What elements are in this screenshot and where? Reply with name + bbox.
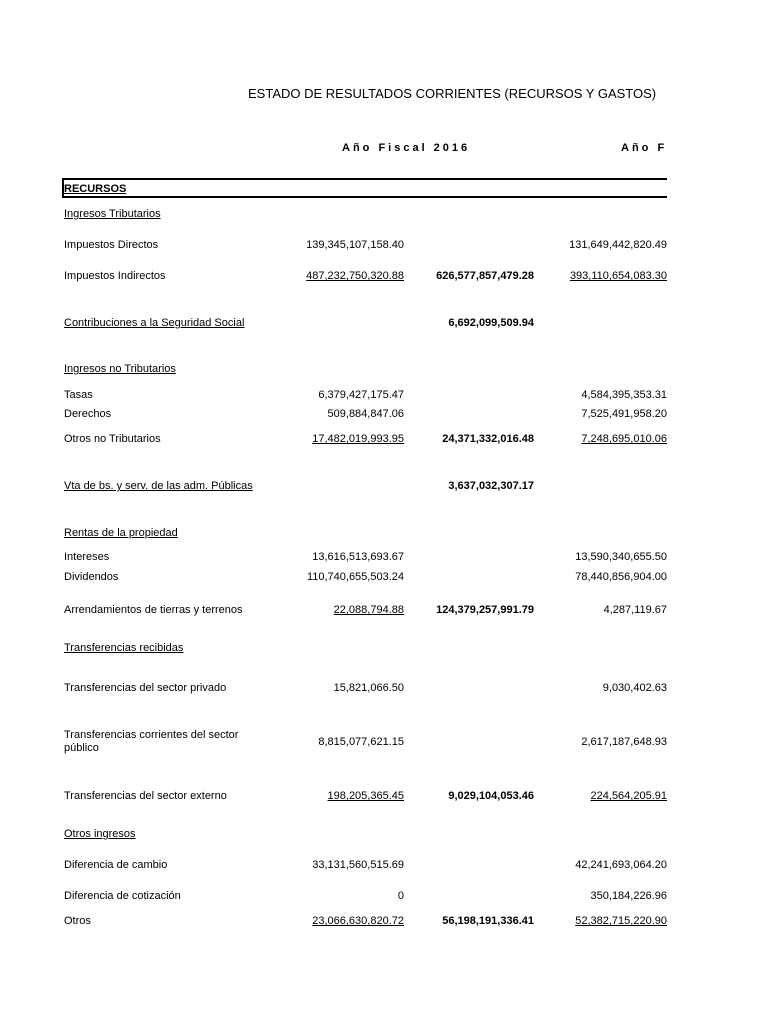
row-label: Diferencia de cambio	[64, 859, 168, 871]
row-label: Dividendos	[64, 571, 119, 583]
group-heading: Transferencias recibidas	[64, 642, 184, 654]
value-next: 42,241,693,064.20	[575, 859, 667, 871]
section-title: RECURSOS	[64, 183, 127, 195]
group-heading: Ingresos Tributarios	[64, 208, 161, 220]
column-header-2016: Año Fiscal 2016	[342, 142, 471, 154]
value-next: 131,649,442,820.49	[569, 239, 667, 251]
value-next: 4,287,119.67	[603, 604, 667, 616]
subtotal-2016: 9,029,104,053.46	[448, 790, 534, 802]
value-next: 7,248,695,010.06	[581, 433, 667, 445]
section-box	[62, 178, 667, 198]
value-2016: 17,482,019,993.95	[312, 433, 404, 445]
row-label: Tasas	[64, 389, 93, 401]
column-header-next-year: Año F	[621, 142, 668, 154]
row-label: Transferencias del sector externo	[64, 790, 227, 802]
row-label: Otros	[64, 915, 91, 927]
value-next: 4,584,395,353.31	[581, 389, 667, 401]
subtotal-2016: 626,577,857,479.28	[436, 270, 534, 282]
subtotal-2016: 124,379,257,991.79	[436, 604, 534, 616]
value-2016: 198,205,365.45	[327, 790, 404, 802]
value-2016: 110,740,655,503.24	[306, 571, 404, 583]
row-label: Contribuciones a la Seguridad Social	[64, 317, 245, 329]
value-next: 78,440,856,904.00	[575, 571, 667, 583]
value-2016: 22,088,794.88	[333, 604, 404, 616]
subtotal-2016: 6,692,099,509.94	[448, 317, 534, 329]
row-label: Otros no Tributarios	[64, 433, 161, 445]
row-label: Derechos	[64, 408, 112, 420]
subtotal-2016: 24,371,332,016.48	[442, 433, 534, 445]
row-label: Impuestos Directos	[64, 239, 159, 251]
value-2016: 139,345,107,158.40	[306, 239, 404, 251]
value-next: 2,617,187,648.93	[581, 736, 667, 748]
value-2016: 6,379,427,175.47	[318, 389, 404, 401]
row-label: Intereses	[64, 551, 110, 563]
value-2016: 487,232,750,320.88	[306, 270, 404, 282]
row-label: Vta de bs. y serv. de las adm. Públicas	[64, 480, 253, 492]
value-next: 13,590,340,655.50	[575, 551, 667, 563]
value-next: 7,525,491,958.20	[581, 408, 667, 420]
row-label: Transferencias corrientes del sector público	[64, 729, 239, 754]
value-2016: 0	[397, 890, 404, 902]
value-2016: 8,815,077,621.15	[318, 736, 404, 748]
value-2016: 13,616,513,693.67	[312, 551, 404, 563]
value-2016: 15,821,066.50	[333, 682, 404, 694]
value-2016: 509,884,847.06	[327, 408, 404, 420]
value-2016: 33,131,560,515.69	[312, 859, 404, 871]
group-heading: Ingresos no Tributarios	[64, 363, 176, 375]
group-heading: Rentas de la propiedad	[64, 527, 178, 539]
row-label: Diferencia de cotización	[64, 890, 181, 902]
group-heading: Otros ingresos	[64, 828, 136, 840]
value-2016: 23,066,630,820.72	[312, 915, 404, 927]
value-next: 52,382,715,220.90	[575, 915, 667, 927]
page-title: ESTADO DE RESULTADOS CORRIENTES (RECURSOS Y GASTOS)	[248, 86, 657, 101]
subtotal-2016: 56,198,191,336.41	[442, 915, 534, 927]
value-next: 224,564,205.91	[590, 790, 667, 802]
value-next: 9,030,402.63	[602, 682, 667, 694]
value-next: 350,184,226.96	[590, 890, 667, 902]
subtotal-2016: 3,637,032,307.17	[448, 480, 534, 492]
row-label: Arrendamientos de tierras y terrenos	[64, 604, 243, 616]
value-next: 393,110,654,083.30	[569, 270, 667, 282]
row-label: Impuestos Indirectos	[64, 270, 166, 282]
row-label: Transferencias del sector privado	[64, 682, 227, 694]
